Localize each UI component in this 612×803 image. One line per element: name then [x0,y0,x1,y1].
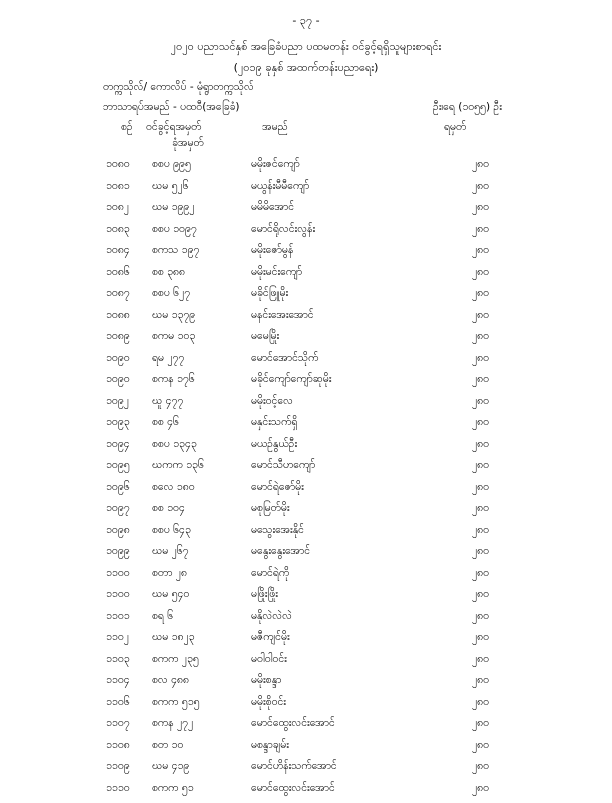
table-row [0,309,612,331]
row-number: ၁၁၀၂ [106,631,129,646]
row-mark: ၂၈၀ [472,481,489,496]
row-name: မမေမြိုး [251,330,279,345]
table-row [0,502,612,524]
table-row [0,373,612,395]
row-name: မစုမြတ်မိုး [251,502,290,517]
results-table [0,158,612,803]
row-reg-number: စစ ၄၆ [152,416,179,431]
column-header-no: စဉ် [121,121,133,136]
row-name: မောင်ရိုလင်းလွန်း [251,223,315,238]
row-reg-number: စစပ ၆၂၇ [152,287,190,302]
row-name: မောင်ထွေးလင်းအောင် [251,717,335,732]
row-name: မောင်ဟိန်းသက်အောင် [251,760,337,775]
row-number: ၁၀၈၆ [106,266,130,281]
table-row [0,588,612,610]
row-number: ၁၀၉၆ [106,481,130,496]
row-number: ၁၁၀၀ [106,588,130,603]
table-row [0,223,612,245]
row-number: ၁၁၀၆ [106,696,130,711]
row-reg-number: စစပ ၆၄၃ [152,524,191,539]
table-row [0,631,612,653]
row-reg-number: စကသ ၁၉၇ [152,244,199,259]
row-reg-number: စကန ၁၇၆ [152,373,195,388]
document-subtitle: (၂၀၁၉ ခုနှစ် အထက်တန်းပညာရေး) [0,61,612,77]
row-mark: ၂၈၀ [472,696,489,711]
row-reg-number: ဃကက ၁၃၆ [152,459,204,474]
row-number: ၁၀၈၀ [106,158,130,173]
row-mark: ၂၈၀ [472,653,489,668]
row-reg-number: စကက ၅၁၅ [152,696,200,711]
row-name: မမိုးဇင်ကျော် [251,158,300,173]
document-title: ၂၀၂၀ ပညာသင်နှစ် အခြေခံပညာ ပထမတန်း ဝင်ခွင့်ရရှိသူများစာရင်း [0,40,612,56]
column-header-name: အမည် [262,121,288,136]
row-reg-number: စတာ ၂၈ [152,567,187,582]
row-reg-number: စရ ၆ [152,610,173,625]
table-row [0,653,612,675]
row-mark: ၂၈၀ [472,223,489,238]
row-mark: ၂၈၀ [472,416,489,431]
row-reg-number: စလေ ၁၈၀ [152,481,195,496]
row-mark: ၂၈၀ [472,287,489,302]
row-number: ၁၀၉၂ [106,395,129,410]
row-number: ၁၁၀၄ [106,674,130,689]
total-count: ဦး၊ရေ (၁၀၅၅) ဦး [433,101,502,116]
column-header-reg: ဝင်ခွင့်ရအမှတ် [146,121,201,136]
row-number: ၁၀၉၄ [106,438,130,453]
column-header-reg-sub: ခုံအမှတ် [172,137,204,152]
row-name: မမိုးဝင့်လေ [251,395,293,410]
table-row [0,244,612,266]
university-line: တက္ကသိုလ်/ ကောလိပ် - မုံရွာတက္ကသိုလ် [103,81,254,96]
row-reg-number: စစ ၁၀၄ [152,502,185,517]
row-mark: ၂၈၀ [472,588,489,603]
row-mark: ၂၈၀ [472,244,489,259]
row-number: ၁၁၀၀ [106,567,130,582]
row-name: မသွေးအေးနိုင် [251,524,304,539]
row-reg-number: ရမ ၂၇၇ [152,352,184,367]
row-name: မနင်းအေးအောင် [251,309,314,324]
table-row [0,438,612,460]
table-row [0,610,612,632]
table-row [0,287,612,309]
row-number: ၁၀၉၅ [106,459,130,474]
row-name: မယွန်းမီမီကျော် [251,180,309,195]
row-number: ၁၀၉၀ [106,352,130,367]
row-mark: ၂၈၀ [472,502,489,517]
row-number: ၁၀၉၃ [106,416,130,431]
table-row [0,674,612,696]
row-number: ၁၀၈၈ [106,309,130,324]
row-mark: ၂၈၀ [472,266,489,281]
row-mark: ၂၈၀ [472,782,489,797]
row-number: ၁၁၀၇ [106,717,130,732]
row-mark: ၂၈၀ [472,545,489,560]
column-header-mark: ရမှတ် [444,121,466,136]
row-reg-number: စကက ၂၃၅ [152,653,199,668]
table-row [0,459,612,481]
row-reg-number: ဃမ ၁၈၂၃ [152,631,195,646]
row-name: မောင်အောင်သိုက် [251,352,318,367]
table-row [0,760,612,782]
row-mark: ၂၈၀ [472,567,489,582]
row-reg-number: ဃမ ၁၃၇၉ [152,309,195,324]
row-name: မခိုင်ဖြူမိုး [251,287,288,302]
row-name: မနွေးနွေးအောင် [251,545,310,560]
row-name: မနှင်းသက်ရှိ [251,416,297,431]
row-number: ၁၀၉၇ [106,502,130,517]
row-number: ၁၀၈၉ [106,330,130,345]
row-number: ၁၀၈၃ [106,223,130,238]
row-name: မမိုးစိုဝင်း [251,696,286,711]
row-mark: ၂၈၀ [472,158,489,173]
row-number: ၁၁၀၃ [106,653,130,668]
table-row [0,395,612,417]
row-name: မောင်ရဲကို [251,567,289,582]
row-name: မမိုးစန္ဒာ [251,674,281,689]
row-number: ၁၁၁၀ [106,782,130,797]
row-reg-number: စစပ ၉၉၅ [152,158,191,173]
row-number: ၁၀၉၀ [106,373,130,388]
row-number: ၁၁၀၈ [106,739,130,754]
row-name: မယဉ်နွယ်ဦး [251,438,297,453]
row-mark: ၂၈၀ [472,739,489,754]
row-number: ၁၀၈၄ [106,244,130,259]
row-reg-number: စတ ၁၀ [152,739,183,754]
row-mark: ၂၈၀ [472,201,489,216]
row-number: ၁၁၀၉ [106,760,130,775]
row-name: မခိုင်ကျော်ကျော်ဆုမိုး [251,373,331,388]
row-name: မောင်သီဟကျော် [251,459,315,474]
row-mark: ၂၈၀ [472,395,489,410]
row-reg-number: စစပ ၁၃၄၃ [152,438,197,453]
row-reg-number: စလ ၄၈၈ [152,674,189,689]
row-name: မမိုးဇော်မွန် [251,244,293,259]
row-mark: ၂၈၀ [472,309,489,324]
row-mark: ၂၈၀ [472,373,489,388]
table-row [0,330,612,352]
table-row [0,266,612,288]
row-name: မောင်ထွေးလင်းအောင် [251,782,335,797]
row-name: မမိမိအောင် [251,201,294,216]
table-row [0,782,612,803]
table-row [0,481,612,503]
row-number: ၁၀၈၁ [106,180,130,195]
table-row [0,567,612,589]
row-reg-number: ဃမ ၁၉၉၂ [152,201,194,216]
table-row [0,158,612,180]
row-mark: ၂၈၀ [472,610,489,625]
row-name: မဇီကျင်မိုး [251,631,290,646]
row-reg-number: ဃမ ၅၂၆ [152,180,189,195]
row-name: မဝါဝါဝင်း [251,653,287,668]
table-row [0,545,612,567]
row-reg-number: စကက ၅၁ [152,782,194,797]
row-reg-number: ဃမ ၂၆၇ [152,545,189,560]
row-name: မမိုးမင်းကျော် [251,266,302,281]
row-number: ၁၀၉၈ [106,524,130,539]
row-mark: ၂၈၀ [472,459,489,474]
table-row [0,696,612,718]
table-row [0,524,612,546]
row-number: ၁၀၈၂ [106,201,129,216]
row-reg-number: စစပ ၁၀၉၇ [152,223,197,238]
row-mark: ၂၈၀ [472,330,489,345]
row-reg-number: ဃူ ၄၇၇ [152,395,183,410]
row-number: ၁၀၈၇ [106,287,130,302]
row-mark: ၂၈၀ [472,524,489,539]
row-mark: ၂၈၀ [472,180,489,195]
row-mark: ၂၈၀ [472,438,489,453]
row-reg-number: ဃမ ၄၁၉ [152,760,189,775]
row-mark: ၂၈၀ [472,760,489,775]
row-name: မစန္ဒာချမ်း [251,739,289,754]
row-reg-number: စကမ ၁၀၃ [152,330,195,345]
table-row [0,352,612,374]
row-mark: ၂၈၀ [472,674,489,689]
row-name: မနိုလဲလဲလဲ [251,610,292,625]
row-number: ၁၀၉၉ [106,545,130,560]
row-name: မောင်ရဲဇော်မိုး [251,481,304,496]
row-name: မဖြိုးဖြိုး [251,588,278,603]
subject-line: ဘာသာရပ်အမည် - ပထဝီ(အခြေခံ) [103,101,240,116]
row-mark: ၂၈၀ [472,631,489,646]
table-row [0,180,612,202]
table-row [0,416,612,438]
row-number: ၁၁၀၁ [106,610,130,625]
row-reg-number: စစ ၃၈၈ [152,266,185,281]
table-row [0,717,612,739]
row-mark: ၂၈၀ [472,352,489,367]
row-reg-number: စကန ၂၇၂ [152,717,193,732]
row-reg-number: ဃမ ၅၄၀ [152,588,189,603]
table-row [0,201,612,223]
page-number: - ၃၇ - [0,14,612,30]
row-mark: ၂၈၀ [472,717,489,732]
table-row [0,739,612,761]
